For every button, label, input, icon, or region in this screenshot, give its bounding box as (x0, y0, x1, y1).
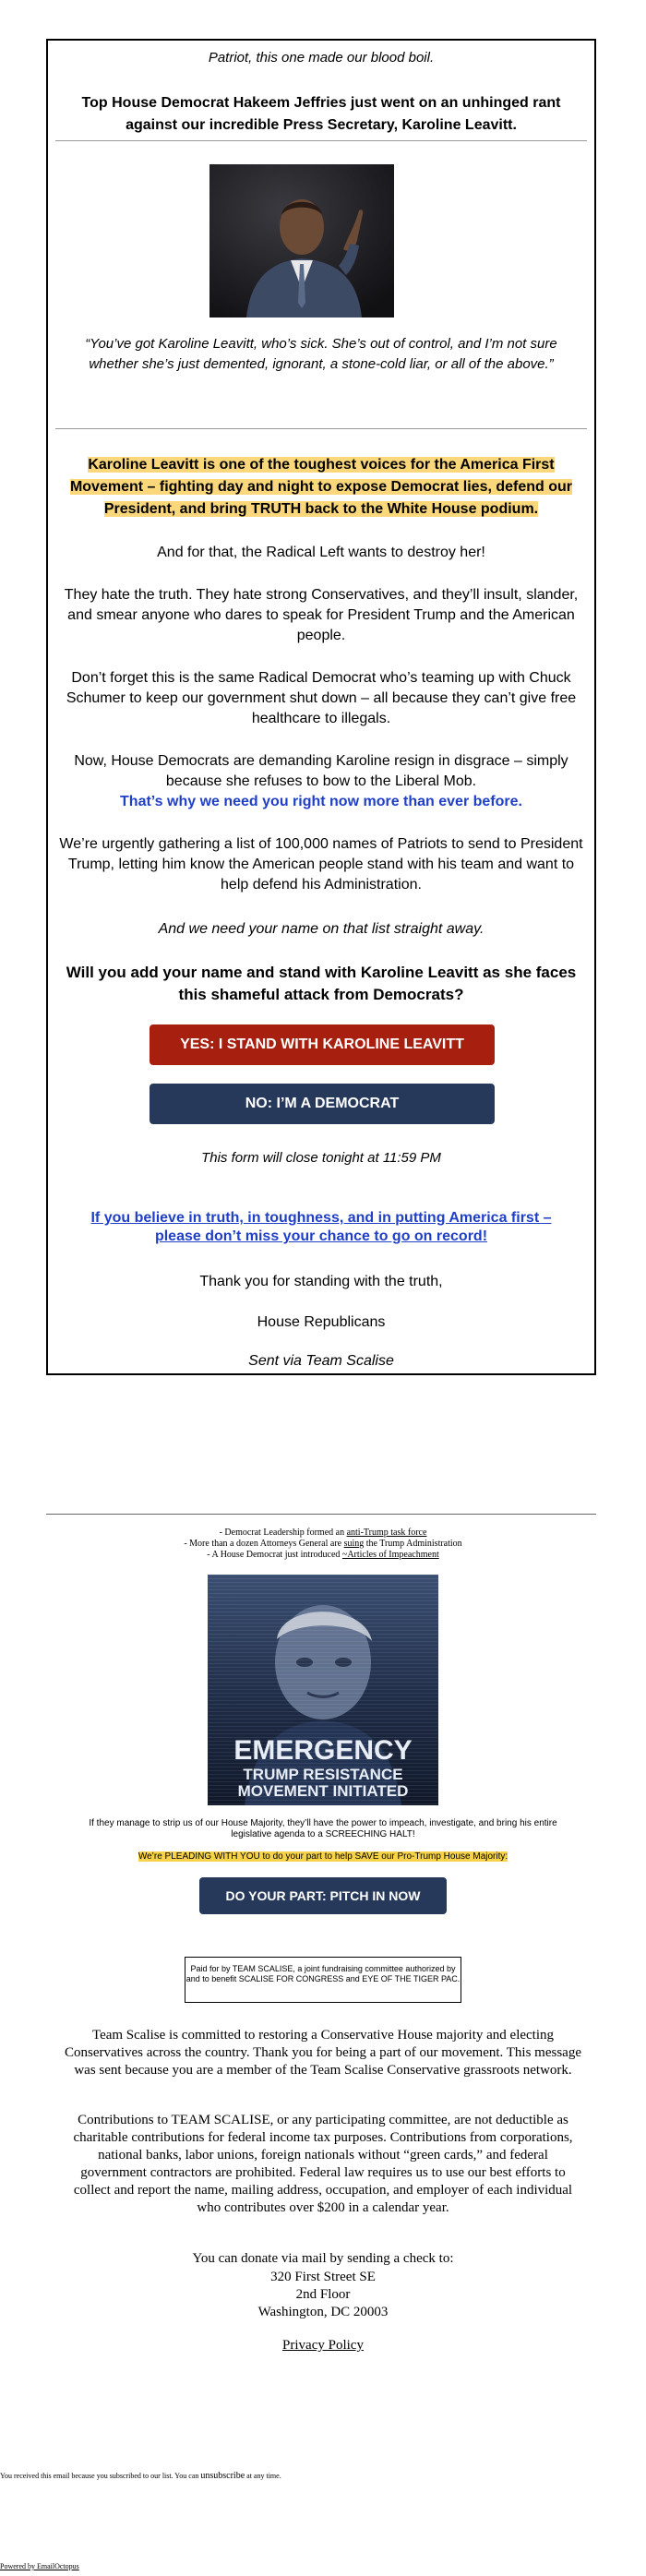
thanks-line: Thank you for standing with the truth, (199, 1274, 443, 1289)
warning-text: If they manage to strip us of our House Majority, they’ll have the power to impeach, investigate, and bring his entire legislative agenda to a SCREECHING HALT! (89, 1818, 557, 1839)
subscription-notice (0, 2471, 281, 2481)
emergency-poster[interactable] (208, 1575, 438, 1805)
plead-text: We’re PLEADING WITH YOU to do your part to help SAVE our Pro-Trump House Majority: (138, 1851, 508, 1862)
signer: House Republicans (257, 1314, 386, 1330)
quote: “You’ve got Karoline Leavitt, who’s sick. She’s out of control, and I’m not sure whether she’s just demented, ignorant, a stone-cold liar, or all of the above.” (85, 336, 557, 372)
speaker-photo (209, 164, 394, 318)
paragraph: They hate the truth. They hate strong Conservatives, and they’ll insult, slander, and smear anyone who dares to speak for President Trump and the American people. (64, 587, 579, 643)
address-line: 2nd Floor (295, 2287, 351, 2302)
divider (55, 428, 587, 429)
headline: Top House Democrat Hakeem Jeffries just went on an unhinged rant against our incredible Press Secretary, Karoline Leavitt. (81, 95, 561, 133)
deadline-note: This form will close tonight at 11:59 PM (201, 1150, 441, 1166)
paragraph: We’re urgently gathering a list of 100,000 names of Patriots to send to President Trump, letting him know the American people stand with his team and want to help defend his Administration. (59, 836, 583, 893)
yes-stand-button[interactable]: YES: I STAND WITH KAROLINE LEAVITT (150, 1024, 495, 1065)
paragraph: Don’t forget this is the same Radical Democrat who’s teaming up with Chuck Schumer to keep our government shut down – all because they can’t give free healthcare to illegals. (66, 670, 577, 726)
pitch-in-button[interactable]: DO YOUR PART: PITCH IN NOW (199, 1877, 447, 1914)
poster-subtitle: MOVEMENT INITIATED (237, 1782, 409, 1800)
impeachment-link[interactable]: ~Articles of Impeachment (341, 1550, 439, 1560)
divider (55, 140, 587, 141)
about-text: Team Scalise is committed to restoring a Conservative House majority and electing Conservatives across the country. Thank you for being a part of our movement. This message was sent because you are a member of the Team Scalise Conservative grassroots network. (65, 2028, 582, 2078)
mail-intro: You can donate via mail by sending a check to: (192, 2251, 454, 2266)
privacy-policy-link[interactable]: Privacy Policy (282, 2338, 364, 2353)
notice-text: at any time. (245, 2472, 281, 2480)
paid-for-box: Paid for by TEAM SCALISE, a joint fundraising committee authorized by and to benefit SCALISE FOR CONGRESS and EYE OF THE TIGER PAC. (185, 1957, 461, 2003)
bullet-item (0, 1528, 646, 1539)
notice-text: You received this email because you subscribed to our list. You can (0, 2472, 201, 2480)
address-line: Washington, DC 20003 (257, 2305, 389, 2319)
call-to-action: Will you add your name and stand with Karoline Leavitt as she faces this shameful attack from Democrats? (66, 964, 577, 1003)
section-divider (46, 1514, 596, 1515)
suing-link[interactable]: suing (343, 1539, 365, 1549)
paragraph: Now, House Democrats are demanding Karoline resign in disgrace – simply because she refuses to bow to the Liberal Mob. (74, 753, 568, 789)
paragraph: And we need your name on that list straight away. (158, 921, 484, 937)
bullet-text: the Trump Administration (364, 1539, 462, 1549)
no-democrat-button[interactable]: NO: I’M A DEMOCRAT (150, 1084, 495, 1124)
paragraph: And for that, the Radical Left wants to destroy her! (157, 545, 485, 560)
bullet-item (0, 1539, 646, 1550)
task-force-link[interactable]: anti-Trump task force (346, 1528, 427, 1538)
highlight-text: Karoline Leavitt is one of the toughest voices for the America First Movement – fighting day and night to expose Democrat lies, defend our President, and bring TRUTH back to the White House podium. (69, 457, 573, 517)
need-you-link[interactable]: That’s why we need you right now more than ever before. (120, 794, 522, 809)
bullet-text: - A House Democrat just introduced (207, 1550, 342, 1560)
unsubscribe-link[interactable]: unsubscribe (200, 2471, 245, 2481)
address-line: 320 First Street SE (270, 2270, 376, 2284)
highlighted-statement (48, 454, 594, 521)
email-body-frame (46, 39, 596, 1375)
bullet-item (0, 1550, 646, 1561)
powered-by-link[interactable]: Powered by EmailOctopus (0, 2562, 79, 2570)
plead-line (74, 1851, 572, 1863)
poster-title: EMERGENCY (233, 1735, 413, 1766)
bullet-text: - Democrat Leadership formed an (219, 1528, 347, 1538)
bullet-text: - More than a dozen Attorneys General are (184, 1539, 344, 1549)
poster-subtitle: TRUMP RESISTANCE (243, 1766, 403, 1783)
go-on-record-link[interactable]: If you believe in truth, in toughness, and in putting America first – please don’t miss your chance to go on record! (90, 1210, 552, 1244)
disclaimer-text: Contributions to TEAM SCALISE, or any participating committee, are not deductible as charitable contributions for federal income tax purposes. Contributions from corporations, national banks, labor unions, foreign nationals without “green cards,” and federal government contractors are prohibited. Federal law requires us to use our best efforts to collect and report the name, mailing address, occupation, and employer of each individual who contributes over $200 in a calendar year. (73, 2113, 573, 2215)
intro-line: Patriot, this one made our blood boil. (208, 50, 435, 66)
sent-via: Sent via Team Scalise (248, 1353, 394, 1369)
